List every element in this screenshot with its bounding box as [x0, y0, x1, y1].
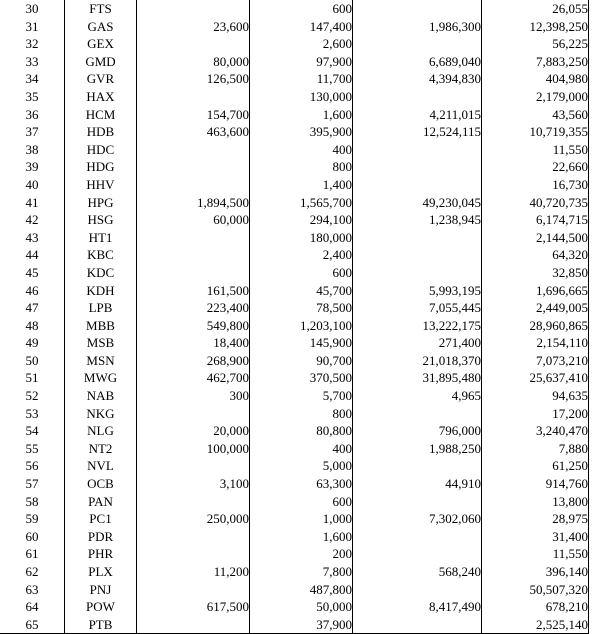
ticker-cell: PHR — [65, 545, 137, 563]
buy-value-cell: 271,400 — [353, 334, 482, 352]
buy-volume-cell — [137, 264, 250, 282]
sell-value-cell: 26,055 — [482, 0, 589, 18]
row-number-cell: 38 — [0, 141, 65, 159]
table-row — [0, 616, 589, 634]
row-number-cell: 53 — [0, 405, 65, 423]
table-row — [0, 493, 589, 511]
sell-value-cell: 3,240,470 — [482, 422, 589, 440]
ticker-cell: HPG — [65, 194, 137, 212]
buy-volume-cell: 463,600 — [137, 123, 250, 141]
sell-volume-cell: 7,800 — [250, 563, 353, 581]
table-row — [0, 106, 589, 124]
table-row — [0, 352, 589, 370]
row-number-cell: 46 — [0, 282, 65, 300]
table-row — [0, 563, 589, 581]
ticker-cell: GVR — [65, 70, 137, 88]
sell-volume-cell: 1,400 — [250, 176, 353, 194]
row-number-cell: 65 — [0, 616, 65, 634]
sell-volume-cell: 400 — [250, 141, 353, 159]
table-row — [0, 264, 589, 282]
sell-value-cell: 11,550 — [482, 545, 589, 563]
row-number-cell: 59 — [0, 510, 65, 528]
row-number-cell: 50 — [0, 352, 65, 370]
sell-volume-cell: 97,900 — [250, 53, 353, 71]
table-row — [0, 211, 589, 229]
buy-volume-cell — [137, 0, 250, 18]
sell-volume-cell: 600 — [250, 0, 353, 18]
buy-value-cell: 1,988,250 — [353, 440, 482, 458]
row-number-cell: 52 — [0, 387, 65, 405]
sell-volume-cell: 1,600 — [250, 528, 353, 546]
sell-value-cell: 914,760 — [482, 475, 589, 493]
sell-value-cell: 32,850 — [482, 264, 589, 282]
buy-value-cell — [353, 493, 482, 511]
table-row — [0, 53, 589, 71]
buy-value-cell: 4,394,830 — [353, 70, 482, 88]
ticker-cell: HDC — [65, 141, 137, 159]
sell-volume-cell: 63,300 — [250, 475, 353, 493]
buy-value-cell — [353, 0, 482, 18]
ticker-cell: OCB — [65, 475, 137, 493]
table-row — [0, 457, 589, 475]
table-row — [0, 35, 589, 53]
buy-volume-cell — [137, 141, 250, 159]
buy-volume-cell — [137, 405, 250, 423]
buy-volume-cell — [137, 493, 250, 511]
buy-volume-cell: 11,200 — [137, 563, 250, 581]
table-row — [0, 299, 589, 317]
table-row — [0, 123, 589, 141]
buy-volume-cell — [137, 616, 250, 634]
sell-value-cell: 61,250 — [482, 457, 589, 475]
sell-value-cell: 28,960,865 — [482, 317, 589, 335]
buy-volume-cell: 268,900 — [137, 352, 250, 370]
sell-value-cell: 10,719,355 — [482, 123, 589, 141]
buy-value-cell: 5,993,195 — [353, 282, 482, 300]
sell-value-cell: 396,140 — [482, 563, 589, 581]
buy-volume-cell — [137, 545, 250, 563]
buy-volume-cell: 60,000 — [137, 211, 250, 229]
sell-value-cell: 2,449,005 — [482, 299, 589, 317]
buy-value-cell: 1,986,300 — [353, 18, 482, 36]
sell-volume-cell: 2,600 — [250, 35, 353, 53]
ticker-cell: HDG — [65, 158, 137, 176]
row-number-cell: 63 — [0, 581, 65, 599]
buy-value-cell: 44,910 — [353, 475, 482, 493]
sell-volume-cell: 200 — [250, 545, 353, 563]
buy-value-cell — [353, 264, 482, 282]
row-number-cell: 55 — [0, 440, 65, 458]
row-number-cell: 36 — [0, 106, 65, 124]
buy-volume-cell: 1,894,500 — [137, 194, 250, 212]
sell-value-cell: 13,800 — [482, 493, 589, 511]
sell-volume-cell: 395,900 — [250, 123, 353, 141]
ticker-cell: NLG — [65, 422, 137, 440]
buy-value-cell: 7,302,060 — [353, 510, 482, 528]
buy-value-cell — [353, 141, 482, 159]
sell-volume-cell: 5,700 — [250, 387, 353, 405]
buy-value-cell: 8,417,490 — [353, 598, 482, 616]
row-number-cell: 64 — [0, 598, 65, 616]
buy-value-cell: 4,211,015 — [353, 106, 482, 124]
table-row — [0, 18, 589, 36]
ticker-cell: MSN — [65, 352, 137, 370]
sell-volume-cell: 1,000 — [250, 510, 353, 528]
row-number-cell: 47 — [0, 299, 65, 317]
row-number-cell: 43 — [0, 229, 65, 247]
sell-volume-cell: 600 — [250, 493, 353, 511]
sell-volume-cell: 1,600 — [250, 106, 353, 124]
buy-volume-cell: 617,500 — [137, 598, 250, 616]
table-row — [0, 194, 589, 212]
row-number-cell: 39 — [0, 158, 65, 176]
table-row — [0, 282, 589, 300]
row-number-cell: 49 — [0, 334, 65, 352]
buy-value-cell: 796,000 — [353, 422, 482, 440]
sell-volume-cell: 90,700 — [250, 352, 353, 370]
sell-volume-cell: 1,565,700 — [250, 194, 353, 212]
buy-value-cell: 13,222,175 — [353, 317, 482, 335]
buy-value-cell: 6,689,040 — [353, 53, 482, 71]
row-number-cell: 41 — [0, 194, 65, 212]
row-number-cell: 44 — [0, 246, 65, 264]
ticker-cell: HDB — [65, 123, 137, 141]
ticker-cell: NAB — [65, 387, 137, 405]
table-row — [0, 369, 589, 387]
row-number-cell: 56 — [0, 457, 65, 475]
buy-volume-cell: 462,700 — [137, 369, 250, 387]
ticker-cell: MBB — [65, 317, 137, 335]
sell-volume-cell: 400 — [250, 440, 353, 458]
row-number-cell: 48 — [0, 317, 65, 335]
ticker-cell: KBC — [65, 246, 137, 264]
row-number-cell: 31 — [0, 18, 65, 36]
sell-value-cell: 6,174,715 — [482, 211, 589, 229]
sell-volume-cell: 147,400 — [250, 18, 353, 36]
sell-volume-cell: 2,400 — [250, 246, 353, 264]
sell-value-cell: 7,883,250 — [482, 53, 589, 71]
sell-volume-cell: 50,000 — [250, 598, 353, 616]
ticker-cell: PNJ — [65, 581, 137, 599]
sell-value-cell: 17,200 — [482, 405, 589, 423]
table-row — [0, 141, 589, 159]
sell-value-cell: 28,975 — [482, 510, 589, 528]
table-row — [0, 598, 589, 616]
buy-volume-cell — [137, 88, 250, 106]
ticker-cell: HCM — [65, 106, 137, 124]
sell-value-cell: 94,635 — [482, 387, 589, 405]
sell-value-cell: 1,696,665 — [482, 282, 589, 300]
table-row — [0, 440, 589, 458]
row-number-cell: 54 — [0, 422, 65, 440]
row-number-cell: 42 — [0, 211, 65, 229]
row-number-cell: 35 — [0, 88, 65, 106]
sell-volume-cell: 78,500 — [250, 299, 353, 317]
buy-volume-cell — [137, 581, 250, 599]
sell-value-cell: 2,525,140 — [482, 616, 589, 634]
buy-volume-cell — [137, 246, 250, 264]
sell-volume-cell: 294,100 — [250, 211, 353, 229]
buy-value-cell — [353, 616, 482, 634]
table-row — [0, 510, 589, 528]
sell-volume-cell: 11,700 — [250, 70, 353, 88]
buy-value-cell — [353, 581, 482, 599]
ticker-cell: PC1 — [65, 510, 137, 528]
sell-value-cell: 16,730 — [482, 176, 589, 194]
row-number-cell: 60 — [0, 528, 65, 546]
buy-value-cell — [353, 405, 482, 423]
ticker-cell: HAX — [65, 88, 137, 106]
buy-value-cell — [353, 545, 482, 563]
buy-volume-cell: 3,100 — [137, 475, 250, 493]
sell-volume-cell: 1,203,100 — [250, 317, 353, 335]
ticker-cell: NKG — [65, 405, 137, 423]
row-number-cell: 45 — [0, 264, 65, 282]
row-number-cell: 51 — [0, 369, 65, 387]
row-number-cell: 30 — [0, 0, 65, 18]
ticker-cell: KDH — [65, 282, 137, 300]
sell-value-cell: 7,880 — [482, 440, 589, 458]
ticker-cell: LPB — [65, 299, 137, 317]
buy-volume-cell: 100,000 — [137, 440, 250, 458]
buy-value-cell: 4,965 — [353, 387, 482, 405]
row-number-cell: 37 — [0, 123, 65, 141]
buy-volume-cell: 80,000 — [137, 53, 250, 71]
table-row — [0, 317, 589, 335]
buy-volume-cell: 223,400 — [137, 299, 250, 317]
table-row — [0, 229, 589, 247]
ticker-cell: GMD — [65, 53, 137, 71]
buy-volume-cell — [137, 35, 250, 53]
sell-value-cell: 11,550 — [482, 141, 589, 159]
buy-volume-cell — [137, 528, 250, 546]
buy-volume-cell: 250,000 — [137, 510, 250, 528]
sell-value-cell: 31,400 — [482, 528, 589, 546]
ticker-cell: HSG — [65, 211, 137, 229]
table-row — [0, 70, 589, 88]
buy-value-cell: 1,238,945 — [353, 211, 482, 229]
sell-volume-cell: 45,700 — [250, 282, 353, 300]
ticker-cell: NT2 — [65, 440, 137, 458]
sell-volume-cell: 80,800 — [250, 422, 353, 440]
sell-volume-cell: 180,000 — [250, 229, 353, 247]
sell-value-cell: 7,073,210 — [482, 352, 589, 370]
ticker-cell: NVL — [65, 457, 137, 475]
sell-value-cell: 404,980 — [482, 70, 589, 88]
ticker-cell: PAN — [65, 493, 137, 511]
buy-value-cell — [353, 246, 482, 264]
buy-volume-cell: 18,400 — [137, 334, 250, 352]
ticker-cell: MWG — [65, 369, 137, 387]
sell-volume-cell: 370,500 — [250, 369, 353, 387]
ticker-cell: PTB — [65, 616, 137, 634]
buy-value-cell: 21,018,370 — [353, 352, 482, 370]
table-row — [0, 246, 589, 264]
row-number-cell: 32 — [0, 35, 65, 53]
sell-volume-cell: 600 — [250, 264, 353, 282]
ticker-cell: PLX — [65, 563, 137, 581]
ticker-cell: HHV — [65, 176, 137, 194]
table-row — [0, 334, 589, 352]
buy-volume-cell: 20,000 — [137, 422, 250, 440]
sell-value-cell: 2,144,500 — [482, 229, 589, 247]
buy-volume-cell — [137, 457, 250, 475]
buy-volume-cell: 126,500 — [137, 70, 250, 88]
sell-volume-cell: 5,000 — [250, 457, 353, 475]
ticker-cell: FTS — [65, 0, 137, 18]
row-number-cell: 58 — [0, 493, 65, 511]
row-number-cell: 40 — [0, 176, 65, 194]
buy-value-cell: 7,055,445 — [353, 299, 482, 317]
buy-value-cell — [353, 528, 482, 546]
buy-volume-cell: 300 — [137, 387, 250, 405]
sell-value-cell: 2,179,000 — [482, 88, 589, 106]
table-row — [0, 88, 589, 106]
row-number-cell: 61 — [0, 545, 65, 563]
sell-volume-cell: 145,900 — [250, 334, 353, 352]
sell-value-cell: 678,210 — [482, 598, 589, 616]
table-row — [0, 545, 589, 563]
table-row — [0, 0, 589, 18]
table-row — [0, 528, 589, 546]
row-number-cell: 57 — [0, 475, 65, 493]
buy-value-cell — [353, 35, 482, 53]
buy-value-cell — [353, 88, 482, 106]
table-row — [0, 475, 589, 493]
sell-value-cell: 25,637,410 — [482, 369, 589, 387]
buy-value-cell — [353, 457, 482, 475]
ticker-cell: GEX — [65, 35, 137, 53]
table-row — [0, 158, 589, 176]
sell-value-cell: 43,560 — [482, 106, 589, 124]
ticker-cell: POW — [65, 598, 137, 616]
row-number-cell: 34 — [0, 70, 65, 88]
buy-value-cell: 12,524,115 — [353, 123, 482, 141]
sell-value-cell: 56,225 — [482, 35, 589, 53]
sell-volume-cell: 37,900 — [250, 616, 353, 634]
table-row — [0, 405, 589, 423]
buy-volume-cell — [137, 176, 250, 194]
buy-volume-cell: 154,700 — [137, 106, 250, 124]
sell-volume-cell: 800 — [250, 158, 353, 176]
sell-volume-cell: 130,000 — [250, 88, 353, 106]
table-row — [0, 422, 589, 440]
sell-value-cell: 64,320 — [482, 246, 589, 264]
table-row — [0, 581, 589, 599]
buy-value-cell — [353, 158, 482, 176]
sell-volume-cell: 800 — [250, 405, 353, 423]
ticker-cell: HT1 — [65, 229, 137, 247]
buy-value-cell: 568,240 — [353, 563, 482, 581]
buy-volume-cell: 23,600 — [137, 18, 250, 36]
ticker-cell: PDR — [65, 528, 137, 546]
table-row — [0, 176, 589, 194]
table-row — [0, 387, 589, 405]
sell-value-cell: 50,507,320 — [482, 581, 589, 599]
buy-value-cell — [353, 229, 482, 247]
sell-volume-cell: 487,800 — [250, 581, 353, 599]
ticker-cell: KDC — [65, 264, 137, 282]
buy-volume-cell — [137, 158, 250, 176]
row-number-cell: 62 — [0, 563, 65, 581]
buy-value-cell: 31,895,480 — [353, 369, 482, 387]
buy-volume-cell: 161,500 — [137, 282, 250, 300]
ticker-cell: MSB — [65, 334, 137, 352]
sell-value-cell: 22,660 — [482, 158, 589, 176]
sell-value-cell: 12,398,250 — [482, 18, 589, 36]
sell-value-cell: 40,720,735 — [482, 194, 589, 212]
sell-value-cell: 2,154,110 — [482, 334, 589, 352]
buy-value-cell: 49,230,045 — [353, 194, 482, 212]
buy-value-cell — [353, 176, 482, 194]
buy-volume-cell — [137, 229, 250, 247]
row-number-cell: 33 — [0, 53, 65, 71]
ticker-cell: GAS — [65, 18, 137, 36]
buy-volume-cell: 549,800 — [137, 317, 250, 335]
